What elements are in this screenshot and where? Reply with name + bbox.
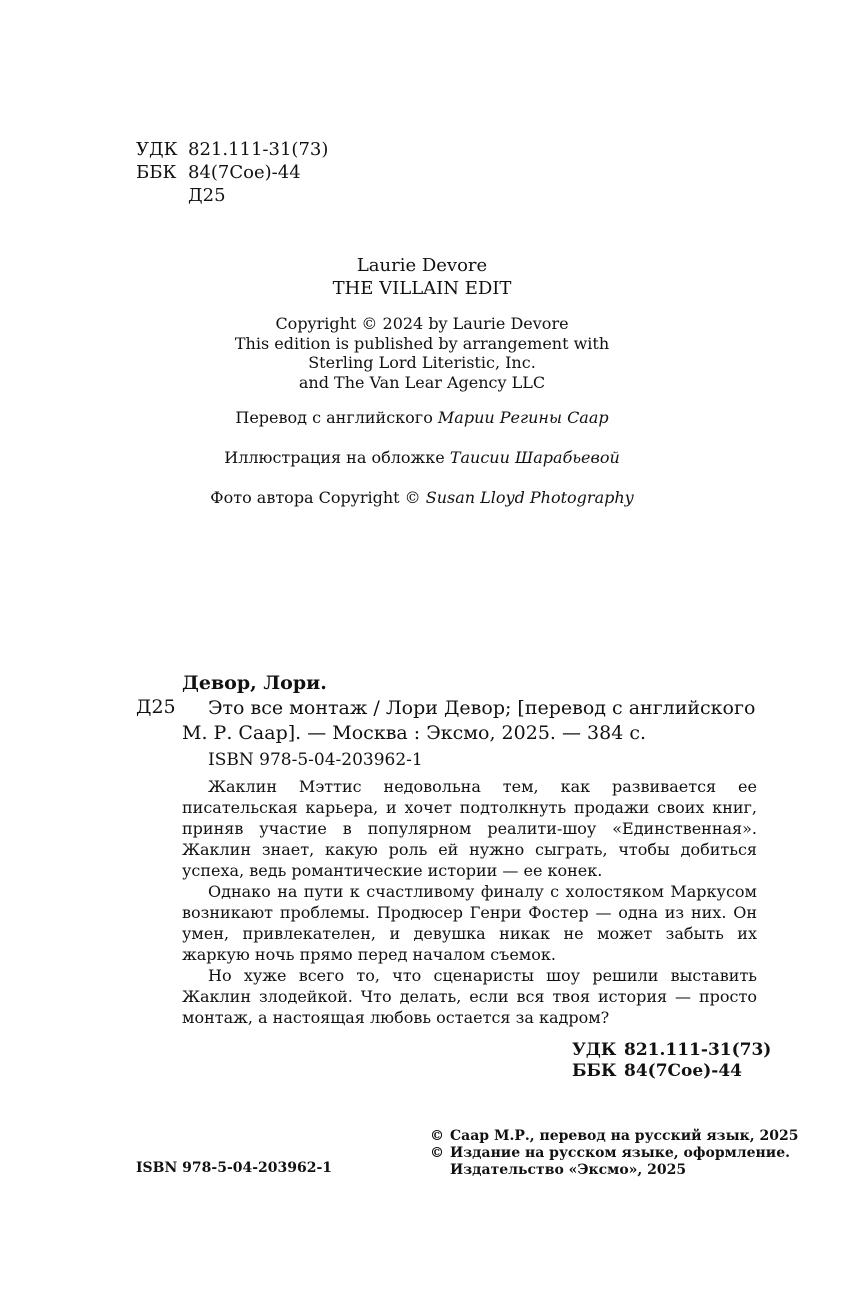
translator-prefix: Перевод с английского <box>235 408 433 427</box>
catalog-author-heading: Девор, Лори. <box>182 672 327 694</box>
translator-credit <box>0 408 844 428</box>
copyright-line: This edition is published by arrangement with <box>234 333 610 353</box>
photo-credit <box>0 488 844 508</box>
original-title: THE VILLAIN EDIT <box>332 278 512 299</box>
bbk-row <box>572 1061 771 1082</box>
footer-isbn: ISBN 978-5-04-203962-1 <box>136 1160 333 1176</box>
copyright-notice <box>0 314 844 392</box>
copyright-symbol: © <box>430 1145 444 1161</box>
copyright-line: Sterling Lord Literistic, Inc. <box>308 353 536 372</box>
udk-value: 821.111-31(73) <box>624 1040 772 1060</box>
copyright-translation-text: Саар М.Р., перевод на русский язык, 2025 <box>450 1128 799 1144</box>
udk-row <box>136 138 328 161</box>
annotation-paragraph: Но хуже всего то, что сценаристы шоу решили выставить Жаклин злодейкой. Что делать, если вся твоя история — просто монтаж, а настоящая любовь остается за кадром? <box>182 966 757 1027</box>
udk-value: 821.111-31(73) <box>188 139 329 160</box>
bbk-value: 84(7Сое)-44 <box>188 162 301 183</box>
catalog-isbn: ISBN 978-5-04-203962-1 <box>208 750 423 770</box>
copyright-translation <box>430 1128 798 1145</box>
copyright-edition <box>430 1145 798 1162</box>
classification-bottom <box>572 1040 771 1082</box>
footer-copyrights <box>430 1128 798 1179</box>
bbk-value: 84(7Сое)-44 <box>624 1061 742 1081</box>
bbk-label: ББК <box>572 1061 617 1081</box>
illustrator-credit <box>0 448 844 468</box>
copyright-line: and The Van Lear Agency LLC <box>298 372 546 392</box>
catalog-title-description: Это все монтаж / Лори Девор; [перевод с английского М. Р. Саар]. — Москва : Эксмо, 2025. — 384 с. <box>182 697 756 744</box>
bbk-row <box>136 161 328 184</box>
copyright-edition-text: Издание на русском языке, оформление. <box>450 1145 790 1161</box>
photo-prefix: Фото автора Copyright © <box>210 488 421 507</box>
author-mark: Д25 <box>188 185 226 206</box>
translator-name: Марии Регины Саар <box>437 408 609 427</box>
copyright-line: Copyright © 2024 by Laurie Devore <box>275 314 569 333</box>
original-title-block <box>0 254 844 300</box>
illustrator-prefix: Иллюстрация на обложке <box>224 448 445 467</box>
photographer-name: Susan Lloyd Photography <box>425 488 634 507</box>
udk-label: УДК <box>136 139 178 160</box>
catalog-author-mark: Д25 <box>136 696 176 718</box>
illustrator-name: Таисии Шарабьевой <box>449 448 620 467</box>
udk-row <box>572 1040 771 1061</box>
classification-top <box>136 138 328 207</box>
udk-label: УДК <box>572 1040 617 1060</box>
bbk-label: ББК <box>136 162 177 183</box>
annotation-paragraph: Однако на пути к счастливому финалу с холостяком Маркусом возникают проблемы. Продюсер Генри Фостер — одна из них. Он умен, привлекателен, и девушка никак не может забыть их жаркую ночь прямо перед началом съемок. <box>182 882 757 964</box>
annotation-paragraph: Жаклин Мэттис недовольна тем, как развивается ее писательская карьера, и хочет подтолкнуть продажи своих книг, приняв участие в популярном реалити-шоу «Единственная». Жаклин знает, какую роль ей нужно сыграть, чтобы добиться успеха, ведь романтические истории — ее конек. <box>182 777 757 880</box>
copyright-symbol: © <box>430 1128 444 1144</box>
copyright-publisher: Издательство «Эксмо», 2025 <box>450 1162 687 1178</box>
original-author: Laurie Devore <box>356 255 488 276</box>
annotation <box>182 776 757 1028</box>
